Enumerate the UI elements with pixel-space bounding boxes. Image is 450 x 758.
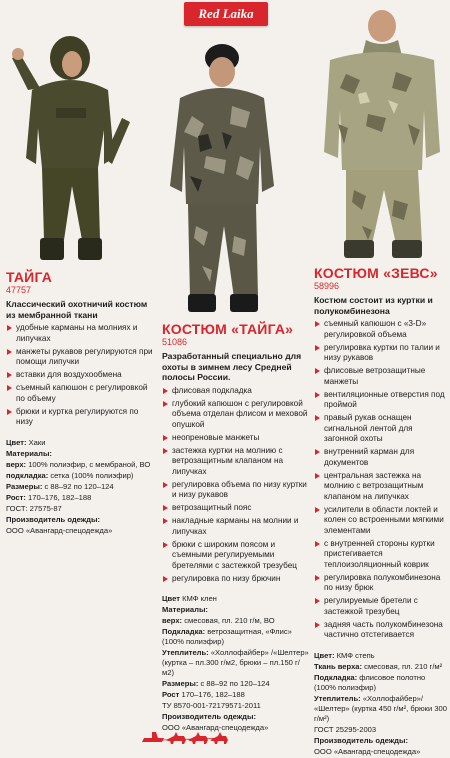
spec-line: Материалы:	[6, 448, 52, 458]
feature-item: застежка куртки на молнию с ветрозащитным клапаном на липучках	[162, 446, 310, 478]
feature-item: неопреновые манжеты	[162, 433, 310, 444]
feature-item: манжеты рукавов регулируются при помощи липучки	[6, 347, 154, 368]
product-title: КОСТЮМ «ТАЙГА»	[162, 321, 294, 337]
spec-line: Цвет: Хаки	[6, 437, 46, 447]
spec-line: Производитель одежды:	[6, 514, 101, 524]
spec-line: Подкладка: флисовое полотно (100% полиэфир)	[314, 672, 426, 692]
hunter-figure-zevs	[318, 4, 446, 262]
feature-list	[6, 323, 154, 428]
feature-item: центральная застежка на молнию с ветрозащитным клапаном на липучках	[314, 471, 448, 503]
feature-item: с внутренней стороны куртки пристегивается теплоизоляционный коврик	[314, 539, 448, 571]
spec-line: Производитель одежды:	[314, 735, 409, 745]
feature-item: съемный капюшон с регулировкой по объему	[6, 383, 154, 404]
brand-name: Red Laika	[198, 6, 254, 21]
spec-line: Рост: 170–176, 182–188	[6, 492, 92, 502]
product-photo-taiga-khaki	[6, 18, 136, 266]
spec-line: Цвет КМФ клен	[162, 594, 217, 603]
hunter-figure-khaki	[6, 18, 136, 266]
product-code: 58996	[314, 281, 340, 291]
spec-line: Цвет: КМФ степь	[314, 650, 375, 660]
product-card-taiga-camo	[162, 322, 310, 734]
feature-item: брюки с широким поясом и съемными регулируемыми бретелями с застежкой трезубец	[162, 540, 310, 572]
spec-block	[314, 651, 448, 757]
feature-item: глубокий капюшон с регулировкой объема отделан флисом и меховой опушкой	[162, 399, 310, 431]
spec-line: Производитель одежды:	[162, 712, 257, 721]
product-title: КОСТЮМ «ЗЕВС»	[314, 265, 438, 281]
feature-item: накладные карманы на молнии и липучках	[162, 516, 310, 537]
spec-line: Утеплитель: «Холлофайбер» /«Шелтер» (куртка – пл.300 г/м2, брюки – пл.150 г/м2)	[162, 648, 309, 677]
feature-item: регулировка объема по низу куртки и низу рукавов	[162, 480, 310, 501]
feature-item: усилители в области локтей и колен со встроенными мягкими элементами	[314, 505, 448, 537]
feature-item: внутренний карман для документов	[314, 447, 448, 468]
feature-item: задняя часть полукомбинезона частично отстегивается	[314, 620, 448, 641]
spec-block	[162, 594, 310, 733]
feature-item: регулируемые бретели с застежкой трезубец	[314, 596, 448, 617]
product-card-taiga-khaki	[6, 270, 154, 537]
feature-item: ветрозащитный пояс	[162, 503, 310, 514]
spec-line: подкладка: сетка (100% полиэфир)	[6, 470, 134, 480]
feature-item: регулировка по низу брючин	[162, 574, 310, 585]
spec-line: Рост 170–176, 182–188	[162, 690, 245, 699]
dog-sled-icon	[140, 724, 230, 748]
product-title: ТАЙГА	[6, 269, 53, 285]
spec-line: Подкладка: ветрозащитная, «Флис» (100% полиэфир)	[162, 627, 292, 646]
spec-line: ГОСТ 25295-2003	[314, 724, 377, 734]
spec-line: Утеплитель: «Холлофайбер»/ «Шелтер» (куртка 450 г/м², брюки 300 г/м²)	[314, 693, 448, 723]
spec-line: Ткань верха: смесовая, пл. 210 г/м²	[314, 661, 443, 671]
feature-item: флисовые ветрозащитные манжеты	[314, 366, 448, 387]
spec-block	[6, 438, 154, 536]
feature-item: правый рукав оснащен сигнальной лентой для загонной охоты	[314, 413, 448, 445]
product-intro: Разработанный специально для охоты в зимнем лесу Средней полосы России.	[162, 351, 302, 382]
feature-item: вентиляционные отверстия под проймой	[314, 390, 448, 411]
spec-line: Размеры: с 88–92 по 120–124	[6, 481, 114, 491]
product-intro: Классический охотничий костюм из мембранной ткани	[6, 299, 148, 320]
feature-list	[314, 319, 448, 641]
feature-item: регулировка куртки по талии и низу рукавов	[314, 343, 448, 364]
spec-line: Размеры: с 88–92 по 120–124	[162, 679, 270, 688]
feature-item: флисовая подкладка	[162, 386, 310, 397]
product-card-zevs	[314, 266, 448, 758]
feature-item: съемный капюшон с «3-D» регулировкой объема	[314, 319, 448, 340]
spec-line: ООО «Авангард-спецодежда»	[6, 525, 113, 535]
spec-line: Материалы:	[162, 605, 208, 614]
product-code: 47757	[6, 285, 32, 295]
spec-line: верх: смесовая, пл. 210 г/м, ВО	[162, 616, 275, 625]
feature-item: удобные карманы на молниях и липучках	[6, 323, 154, 344]
product-code: 51086	[162, 337, 188, 347]
spec-line: ООО «Авангард-спецодежда»	[162, 723, 269, 732]
product-photo-zevs	[318, 4, 446, 262]
product-photo-taiga-camo	[162, 36, 282, 318]
feature-item: регулировка полукомбинезона по низу брюк	[314, 573, 448, 594]
spec-line: ТУ 8570-001-72179571-2011	[162, 701, 261, 710]
feature-item: вставки для воздухообмена	[6, 370, 154, 381]
spec-line: ООО «Авангард-спецодежда»	[314, 746, 421, 756]
spec-line: ГОСТ: 27575-87	[6, 503, 62, 513]
spec-line: верх: 100% полиэфир, с мембраной, ВО	[6, 459, 151, 469]
hunter-figure-camo	[162, 36, 282, 318]
brand-logo	[184, 2, 268, 26]
product-intro: Костюм состоит из куртки и полукомбинезона	[314, 295, 433, 316]
feature-item: брюки и куртка регулируются по низу	[6, 407, 154, 428]
feature-list	[162, 386, 310, 585]
